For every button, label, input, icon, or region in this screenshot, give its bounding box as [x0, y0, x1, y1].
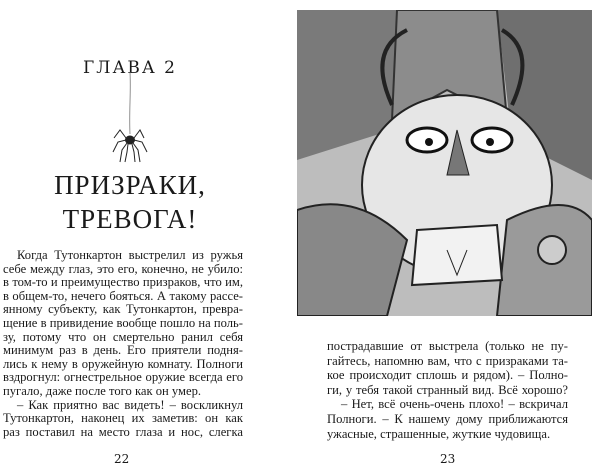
text-line: – Нет, всё очень-очень плохо! – вскричал [341, 397, 568, 412]
text-line: в том-то и преимущество призраков, что им, [3, 275, 243, 290]
text-line: в общем-то, нечего бояться. А такому рассе- [3, 288, 243, 303]
body-text [3, 249, 243, 439]
text-line: Полноги. – К нашему дому приближаются [327, 411, 568, 426]
text-line: пугало, даже после того как он умер. [3, 383, 202, 398]
text-line: лись к нему в оружейную комнату. Полноги [3, 356, 243, 371]
text-line: зу, потому что он смертельно ранил себя [3, 329, 243, 344]
text-line: янному субъекту, как Тутонкартон, превра- [3, 302, 243, 317]
text-line: гайтесь, напомню вам, что с призраками та- [327, 353, 568, 368]
monster-illustration [297, 10, 592, 316]
text-line: Тутонкартон, наконец их заметив: он как [3, 411, 243, 426]
spider-illustration [110, 72, 150, 167]
page-number: 23 [440, 452, 456, 466]
text-line: раз поставил на место глаза и нос, слегка [3, 424, 243, 439]
text-line: минимум раз в день. Его приятели подня- [3, 343, 243, 358]
text-line: кое происходит сплошь и рядом). – Полно- [327, 368, 568, 383]
text-line: пострадавшие от выстрела (только не пу- [327, 339, 568, 353]
monster-drawing [297, 10, 592, 316]
chapter-title-line2: ТРЕВОГА! [62, 204, 198, 234]
page-number: 22 [114, 452, 130, 466]
text-line: – Как приятно вас видеть! – воскликнул [17, 397, 243, 412]
body-text [327, 339, 568, 441]
text-line: себе между глаз, это его, конечно, не убило: [3, 261, 243, 276]
chapter-title-line1: ПРИЗРАКИ, [54, 170, 206, 200]
text-line: ги, у тебя такой странный вид. Всё хорошо? [327, 382, 568, 397]
text-line: ужасные, страшенные, жуткие чудовища. [327, 426, 551, 441]
text-line: Когда Тутонкартон выстрелил из ружья [17, 248, 243, 262]
text-line: вздрогнул: огнестрельное оружие всегда его [3, 370, 243, 385]
chapter-title [40, 168, 220, 236]
right-page [300, 0, 600, 467]
chapter-label: ГЛАВА 2 [83, 58, 177, 78]
text-line: щение в привидение вообще пошло на поль- [3, 315, 243, 330]
